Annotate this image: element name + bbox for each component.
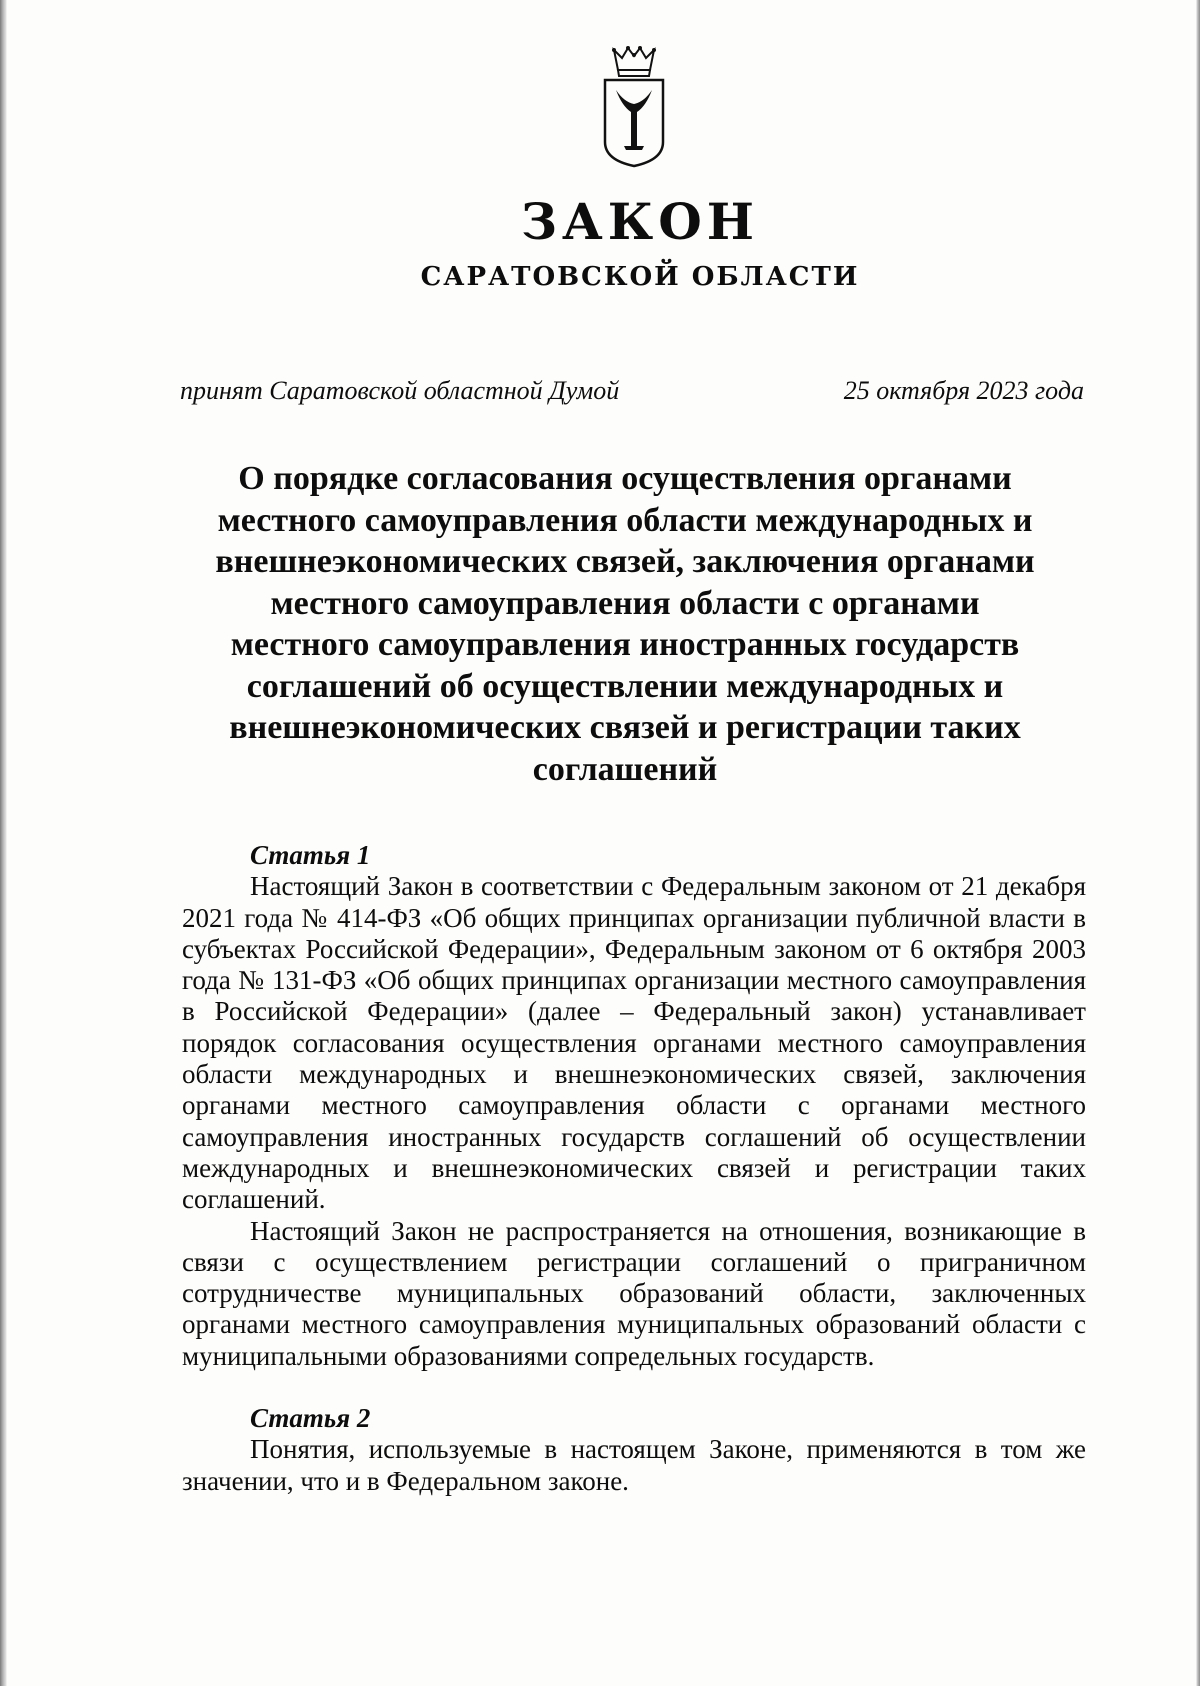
law-title-line: внешнеэкономических связей и регистрации таких — [229, 709, 1021, 746]
document-type: ЗАКОН — [520, 192, 760, 251]
article-spacer — [182, 1372, 1086, 1403]
saratov-coat-of-arms-icon — [602, 46, 666, 168]
law-title-line: соглашений — [532, 750, 718, 788]
article-1-heading: Статья 1 — [250, 840, 371, 870]
law-body — [182, 840, 1086, 1497]
article-1-paragraph-2: Настоящий Закон не распространяется на отношения, возникающие в связи с осуществлением регистрации соглашений о приграничном сотрудничестве муниципальных образований области, заключенных органами местного самоуправления муниципальных образований области с муниципальными образованиями сопредельных государств. — [182, 1215, 1086, 1371]
law-title-line: местного самоуправления области международных и — [217, 501, 1033, 539]
article-2-heading: Статья 2 — [250, 1403, 371, 1434]
law-title — [185, 458, 1065, 790]
law-title-line: местного самоуправления иностранных государств — [230, 626, 1020, 663]
scan-edge-right — [1196, 0, 1200, 1686]
scan-edge-left — [0, 0, 7, 1686]
article-2-paragraph-1: Понятия, используемые в настоящем Законе, применяются в том же значении, что и в Федеральном законе. — [182, 1434, 1086, 1496]
law-title-line: внешнеэкономических связей, заключения органами — [215, 543, 1035, 580]
article-1-paragraph-1: Настоящий Закон в соответствии с Федеральным законом от 21 декабря 2021 года № 414-ФЗ «Об общих принципах организации публичной власти в субъектах Российской Федерации», Федеральным законом от 6 октября 2003 года № 131-ФЗ «Об общих принципах организации местного самоуправления в Российской Федерации» (далее – Федеральный закон) устанавливает порядок согласования осуществления органами местного самоуправления области международных и внешнеэкономических связей, заключения органами местного самоуправления области с органами местного самоуправления иностранных государств соглашений об осуществлении международных и внешнеэкономических связей и регистрации таких соглашений. — [182, 871, 1086, 1215]
law-title-line: О порядке согласования осуществления органами — [238, 460, 1012, 497]
adoption-date: 25 октября 2023 года — [843, 376, 1084, 405]
law-title-line: соглашений об осуществлении международных и — [246, 667, 1004, 705]
issuing-region: САРАТОВСКОЙ ОБЛАСТИ — [420, 262, 860, 292]
law-title-line: местного самоуправления области с органами — [270, 584, 980, 622]
adopted-by-statement: принят Саратовской областной Думой — [180, 376, 620, 405]
